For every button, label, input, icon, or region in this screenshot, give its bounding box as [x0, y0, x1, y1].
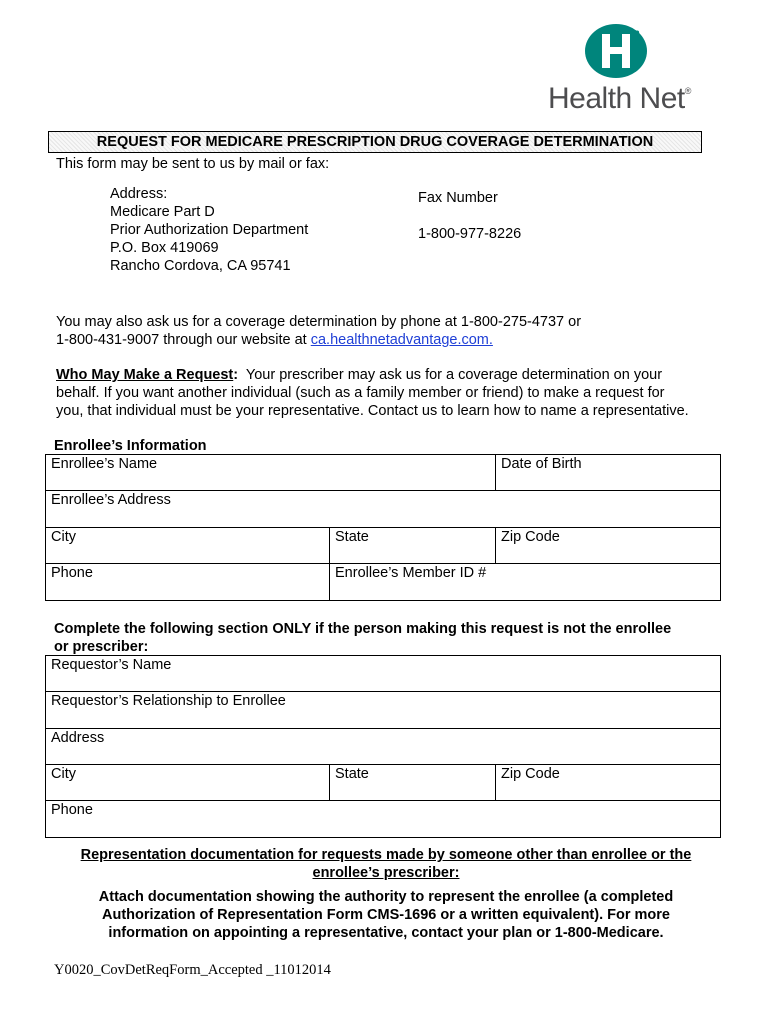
field-label: Requestor’s Name [51, 657, 172, 673]
requestor-heading: Complete the following section ONLY if the person making this request is not the enrollee [54, 621, 672, 637]
requestor-name-field[interactable] [45, 655, 721, 692]
logo-wordmark: Health Net® [548, 82, 691, 115]
enrollee-member-id-field[interactable] [329, 563, 721, 600]
who-text: Your prescriber may ask us for a coverage determination on your [238, 367, 663, 383]
field-label: Zip Code [501, 529, 560, 545]
website-text [56, 331, 493, 349]
field-label: Enrollee’s Address [51, 492, 171, 508]
form-footer-id: Y0020_CovDetReqForm_Accepted _11012014 [54, 962, 331, 978]
requestor-table [45, 655, 721, 838]
form-title: REQUEST FOR MEDICARE PRESCRIPTION DRUG COVERAGE DETERMINATION [48, 131, 702, 153]
enrollee-state-field[interactable] [329, 527, 496, 564]
requestor-city-field[interactable] [45, 764, 329, 801]
requestor-heading: or prescriber: [54, 639, 149, 655]
enrollee-table [45, 454, 721, 601]
fax-label: Fax Number [418, 190, 498, 206]
website-link[interactable]: ca.healthnetadvantage.com. [310, 332, 493, 348]
enrollee-name-field[interactable] [45, 454, 495, 491]
field-label: State [335, 766, 369, 782]
health-net-logo-icon [580, 22, 650, 80]
enrollee-zip-field[interactable] [495, 527, 721, 564]
field-label: Phone [51, 565, 93, 581]
enrollee-phone-field[interactable] [45, 563, 329, 600]
requestor-zip-field[interactable] [495, 764, 721, 801]
phone-text: You may also ask us for a coverage determination by phone at 1-800-275-4737 or [56, 314, 582, 330]
who-colon: : [233, 367, 239, 383]
fax-number: 1-800-977-8226 [418, 226, 522, 242]
field-label: Phone [51, 802, 93, 818]
enrollee-city-field[interactable] [45, 527, 329, 564]
address-line: P.O. Box 419069 [110, 240, 219, 256]
requestor-relationship-field[interactable] [45, 691, 721, 728]
enrollee-dob-field[interactable] [495, 454, 721, 491]
field-label: Enrollee’s Name [51, 456, 158, 472]
who-heading: Who May Make a Request [56, 367, 234, 383]
field-label: Date of Birth [501, 456, 582, 472]
representation-text: information on appointing a representative, contact your plan or 1-800-Medicare. [108, 925, 664, 941]
website-text-prefix: 1-800-431-9007 through our website at [56, 332, 311, 348]
who-line [56, 366, 662, 384]
field-label: State [335, 529, 369, 545]
requestor-address-field[interactable] [45, 728, 721, 765]
field-label: Address [51, 730, 105, 746]
enrollee-heading: Enrollee’s Information [54, 438, 207, 454]
svg-text:n: n [632, 25, 640, 41]
representation-text: Attach documentation showing the authority to represent the enrollee (a completed [98, 889, 674, 905]
field-label: Requestor’s Relationship to Enrollee [51, 693, 286, 709]
address-line: Medicare Part D [110, 204, 215, 220]
who-text: behalf. If you want another individual (such as a family member or friend) to make a request for [56, 385, 665, 401]
requestor-phone-field[interactable] [45, 800, 721, 837]
representation-heading: enrollee’s prescriber: [312, 865, 460, 881]
address-line: Prior Authorization Department [110, 222, 309, 238]
address-label: Address: [110, 186, 168, 202]
intro-text: This form may be sent to us by mail or fax: [56, 156, 330, 172]
field-label: Enrollee’s Member ID # [335, 565, 487, 581]
representation-heading: Representation documentation for requests made by someone other than enrollee or the [80, 847, 692, 863]
who-text: you, that individual must be your representative. Contact us to learn how to name a representative. [56, 403, 689, 419]
requestor-state-field[interactable] [329, 764, 496, 801]
address-line: Rancho Cordova, CA 95741 [110, 258, 291, 274]
representation-text: Authorization of Representation Form CMS-1696 or a written equivalent). For more [102, 907, 670, 923]
enrollee-address-field[interactable] [45, 490, 721, 527]
field-label: City [51, 529, 76, 545]
field-label: Zip Code [501, 766, 560, 782]
field-label: City [51, 766, 76, 782]
health-net-logo [540, 22, 710, 122]
